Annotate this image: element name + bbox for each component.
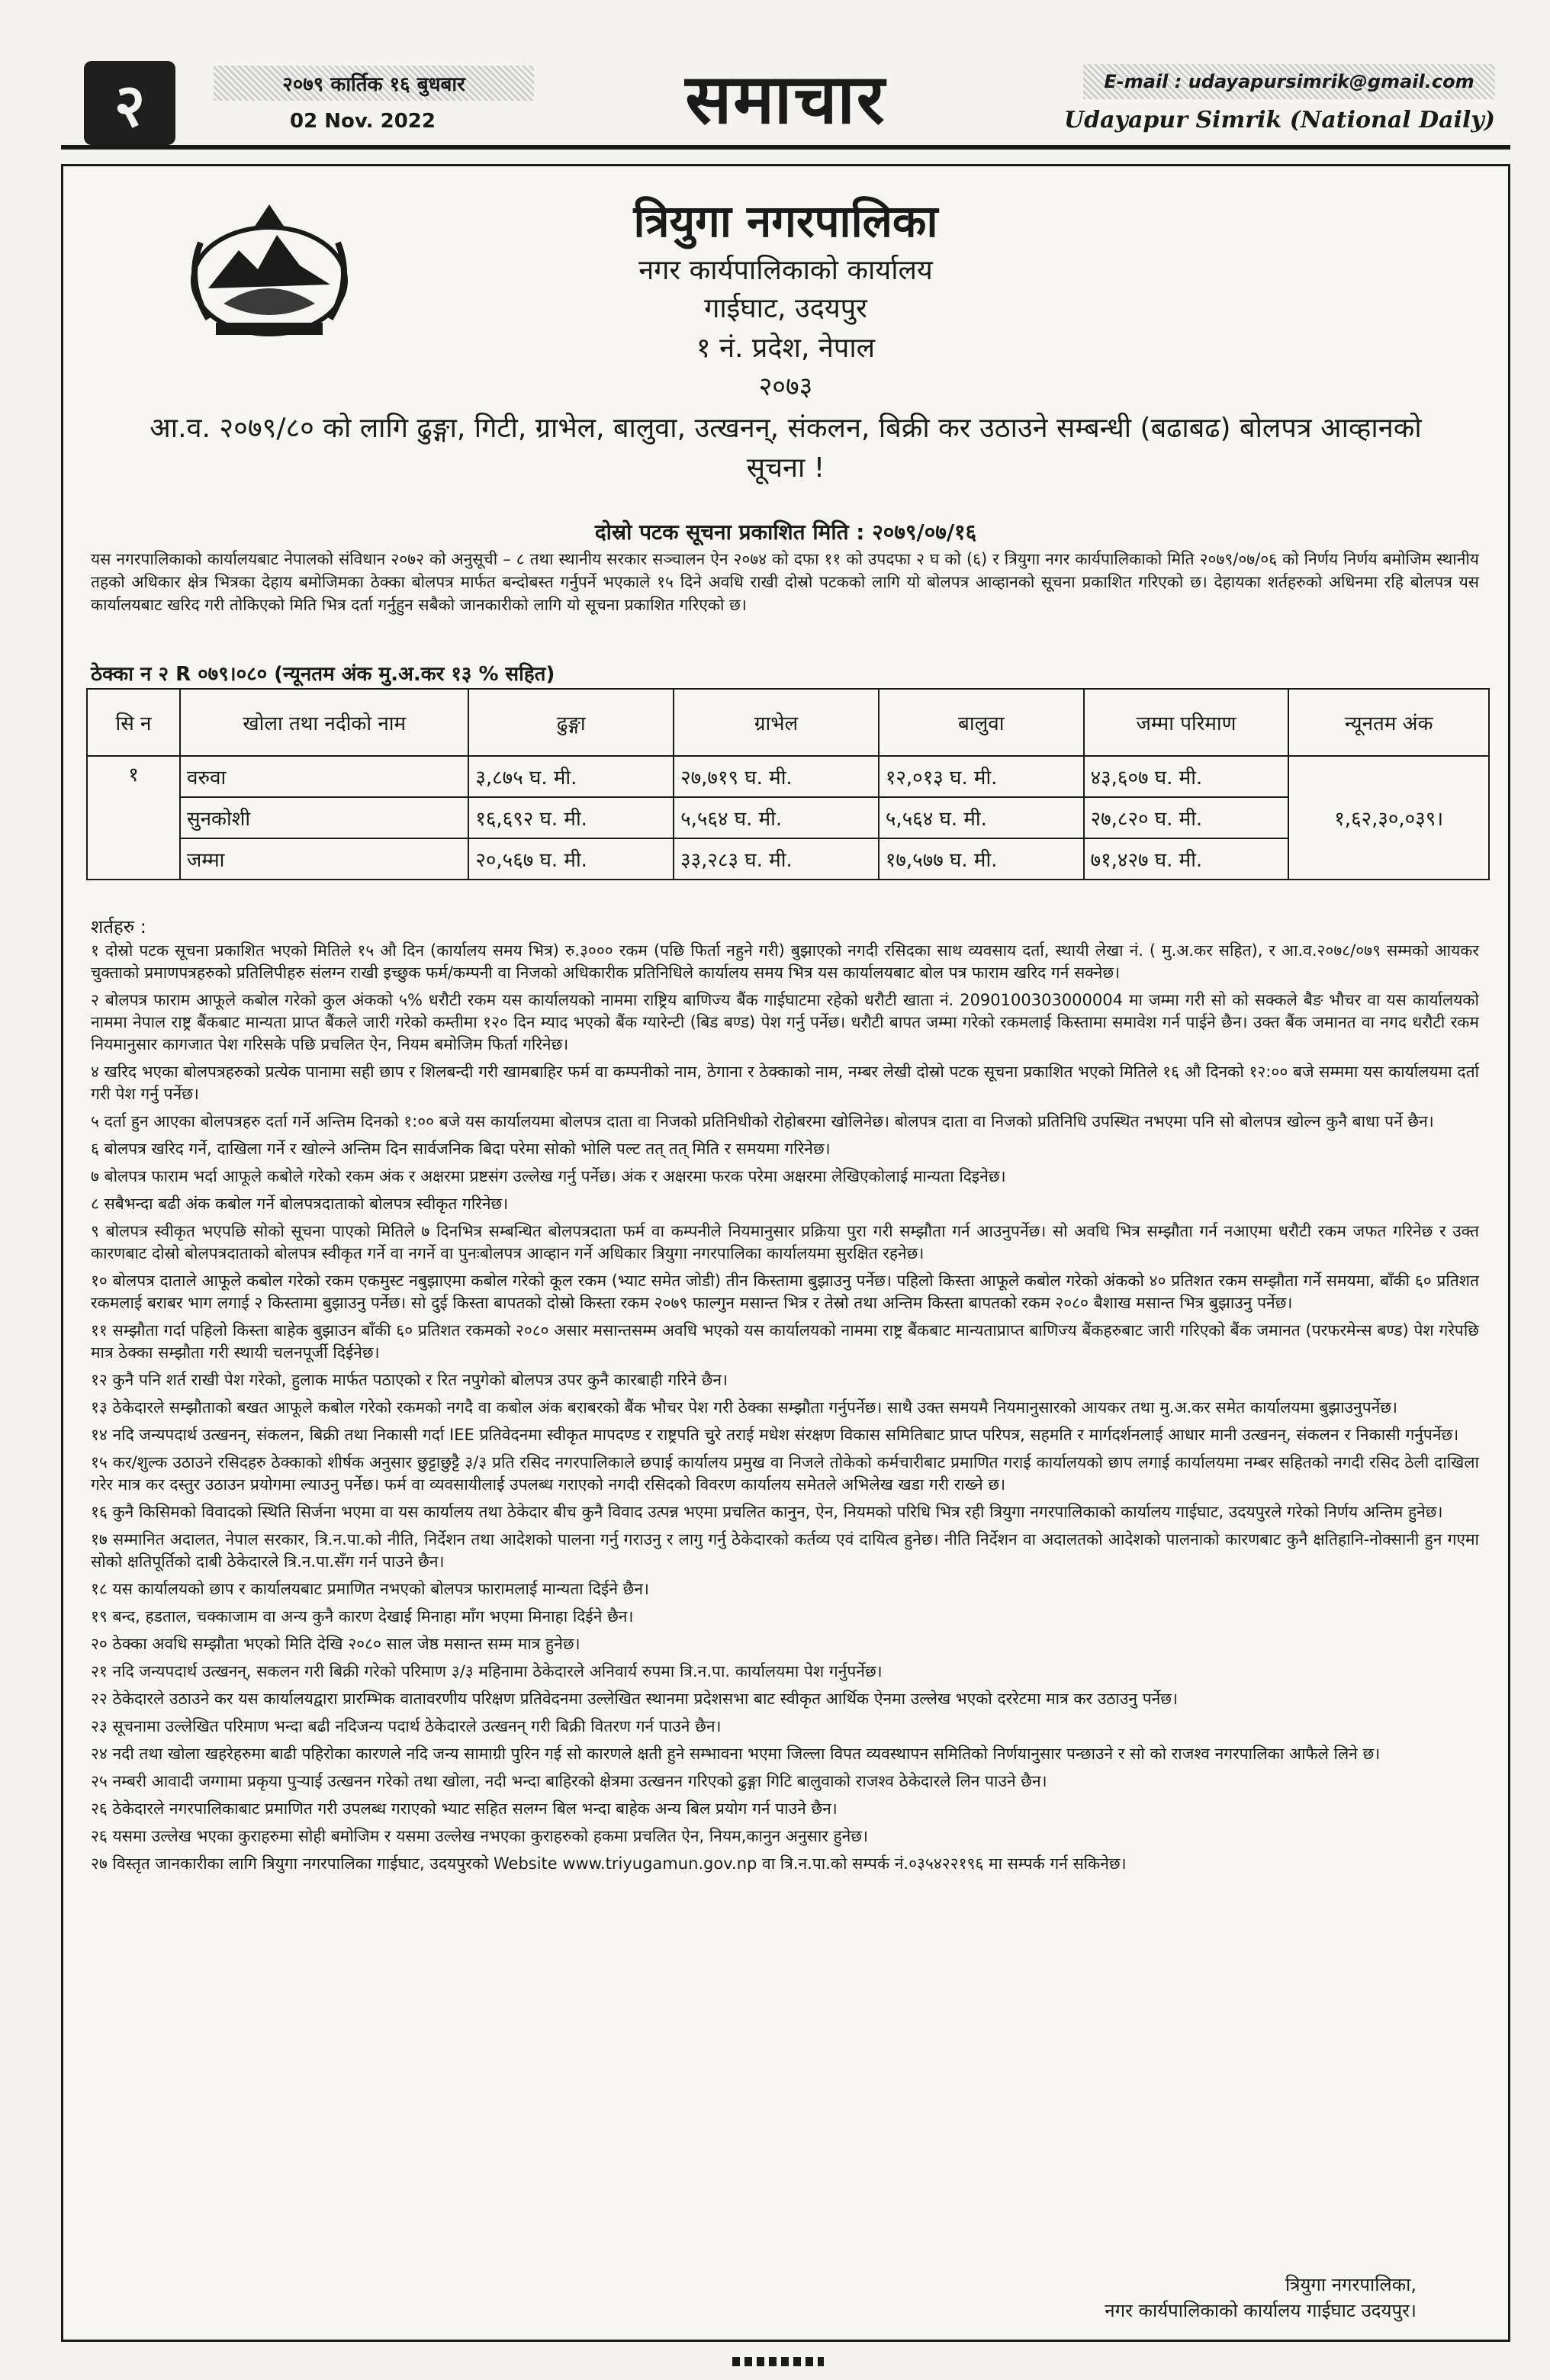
condition-item: २४ नदी तथा खोला खहरेहरुमा बाढी पहिरोका कारणले नदि जन्य सामाग्री पुरिन गई सो कारणले क्षती हुने सम्भावना भएमा जिल्ला विपत व्यवस्थापन समितिको निर्णयानुसार पन्छाउने र सो को राजश्व नगरपालिका आफैले लिने छ। [91,1745,1381,1763]
date-nepali: २०७९ कार्तिक १६ बुधबार [214,66,534,101]
signature-org: त्रियुगा नगरपालिका, [1285,2274,1417,2295]
table-row [87,756,1489,797]
gravel-cell: ३३,२८३ घ. मी. [674,838,879,880]
notice-box [61,164,1510,2342]
table-header-row [87,689,1489,756]
condition-item: २६ ठेकेदारले नगरपालिकाबाट प्रमाणित गरी उपलब्ध गराएको भ्याट सहित सलग्न बिल भन्दा बाहेक अन्य बिल प्रयोग गर्न पाउने छैन। [91,1799,838,1818]
condition-item: ११ सम्झौता गर्दा पहिलो किस्ता बाहेक बुझाउन बाँकी ६० प्रतिशत रकमको २०८० असार मसान्तसम्म अवधि भएको यस कार्यालयको नाममा राष्ट्र बैंकबाट मान्यताप्राप्त बाणिज्य बैंकहरुबाट जारी गरिएको बैंक जमानत (परफरमेन्स बण्ड) पेश गरेपछि मात्र ठेक्का सम्झौता गरी स्थायी चलनपूर्जी दिईनेछ। [91,1321,1479,1362]
col-min-amount: न्यूनतम अंक [1288,689,1489,756]
quantity-table [86,688,1490,880]
province: १ नं. प्रदेश, नेपाल [696,333,876,364]
intro-paragraph: यस नगरपालिकाको कार्यालयबाट नेपालको संविधान २०७२ को अनुसूची – ८ तथा स्थानीय सरकार सञ्चालन ऐन २०७४ को दफा ११ को उपदफा २ घ को (६) र त्रियुगा नगर कार्यपालिकाको मिति २०७९/०७/०६ को निर्णय निर्णय बमोजिम स्थानीय तहको अधिकार क्षेत्र भित्रका देहाय बमोजिमका ठेक्का बोलपत्र मार्फत बन्दोबस्त गर्नुपर्ने भएकाले १५ दिने अवधि राखी दोस्रो पटकको लागि यो बोलपत्र आव्हानको सूचना प्रकाशित गरिएको छ। देहायका शर्तहरुको अधिनमा रहि बोलपत्र यस कार्यालयबाट खरिद गरी तोकिएको मिति भित्र दर्ता गर्नुहुन सबैको जानकारीको लागि यो सूचना प्रकाशित गरिएको छ। [91,550,1479,614]
col-serial: सि न [87,689,180,756]
sand-cell: १७,५७७ घ. मी. [879,838,1084,880]
sand-cell: १२,०१३ घ. मी. [879,756,1084,797]
col-gravel: ग्राभेल [674,689,879,756]
office-location: गाईघाट, उदयपुर [704,293,867,324]
office-name: नगर कार्यपालिकाको कार्यालय [638,255,933,286]
condition-item: १३ ठेकेदारले सम्झौताको बखत आफूले कबोल गरेको रकमको नगदै वा कबोल अंक बराबरको बैंक भौचर पेश गरी ठेक्का सम्झौता गर्नुपर्नेछ। साथै उक्त समयमै नियमानुसारको आयकर तथा मु.अ.कर समेत कार्यालयमा बुझाउनुपर्नेछ। [91,1398,1397,1417]
condition-item: १० बोलपत्र दाताले आफूले कबोल गरेको रकम एकमुस्ट नबुझाएमा कबोल गरेको कूल रकम (भ्याट समेत जोडी) तीन किस्तामा बुझाउनु पर्नेछ। पहिलो किस्ता आफूले कबोल गरेको अंकको ४० प्रतिशत रकम सम्झौता गर्ने समयमा, बाँकी ६० प्रतिशत रकमलाई बराबर भाग लगाई २ किस्तामा बुझाउनु पर्नेछ। सो दुई किस्ता बापतको दोस्रो किस्ता रकम २०७९ फाल्गुन मसान्त भित्र र तेस्रो तथा अन्तिम किस्ता बापतको रकम २०८० बैशाख मसान्त भित्र बुझाउनु पर्नेछ। [91,1272,1479,1312]
tender-code: ठेक्का न २ R ०७९।०८० (न्यूनतम अंक मु.अ.कर १३ % सहित) [91,663,555,686]
col-river: खोला तथा नदीको नाम [180,689,468,756]
sand-cell: ५,५६४ घ. मी. [879,797,1084,838]
stone-cell: २०,५६७ घ. मी. [468,838,674,880]
stone-cell: ३,८७५ घ. मी. [468,756,674,797]
condition-item: २२ ठेकेदारले उठाउने कर यस कार्यालयद्वारा प्रारम्भिक वातावरणीय परिक्षण प्रतिवेदनमा उल्लेखित स्थानमा प्रदेशसभा बाट स्वीकृत आर्थिक ऐनमा उल्लेख भएको दररेटमा मात्र कर उठाउनु पर्नेछ। [91,1690,1178,1708]
condition-item: १९ बन्द, हडताल, चक्काजाम वा अन्य कुनै कारण देखाई मिनाहा माँग भएमा मिनाहा दिईने छैन। [91,1607,634,1626]
col-sand: बालुवा [879,689,1084,756]
condition-item: १ दोस्रो पटक सूचना प्रकाशित भएको मितिले १५ औ दिन (कार्यालय समय भित्र) रु.३००० रकम (पछि फिर्ता नहुने गरी) बुझाएको नगदी रसिदका साथ व्यवसाय दर्ता, स्थायी लेखा नं. ( मु.अ.कर सहित), र आ.व.२०७८/०७९ सम्मको आयकर चुक्ताको प्रमाणपत्रहरुको प्रतिलिपीहरु संलग्न राखी इच्छुक फर्म/कम्पनी वा निजको अधिकारीक प्रतिनिधिले कार्यालय समय भित्र यस कार्यालयबाट बोल पत्र फाराम खरिद गर्न सक्नेछ। [91,941,1479,982]
stone-cell: १६,६९२ घ. मी. [468,797,674,838]
email-address: E-mail : udayapursimrik@gmail.com [1083,64,1495,99]
river-cell: सुनकोशी [180,797,468,838]
condition-item: २६ यसमा उल्लेख भएका कुराहरुमा सोही बमोजिम र यसमा उल्लेख नभएका कुराहरुको हकमा प्रचलित ऐन, नियम,कानुन अनुसार हुनेछ। [91,1827,869,1845]
col-stone: ढुङ्गा [468,689,674,756]
conditions-list [91,940,1479,1880]
table-row [87,797,1489,838]
footer-ornament [732,2357,824,2366]
river-cell: जम्मा [180,838,468,880]
gravel-cell: ५,५६४ घ. मी. [674,797,879,838]
total-cell: ७१,४२७ घ. मी. [1084,838,1289,880]
org-name: त्रियुगा नगरपालिका [633,195,938,247]
condition-item: १२ कुनै पनि शर्त राखी पेश गरेको, हुलाक मार्फत पठाएको र रित नपुगेको बोलपत्र उपर कुनै कारबाही गरिने छैन। [91,1371,728,1389]
condition-item: २३ सूचनामा उल्लेखित परिमाण भन्दा बढी नदिजन्य पदार्थ ठेकेदारले उत्खनन् गरी बिक्री वितरण गर्न पाउने छैन। [91,1717,722,1735]
condition-item: १७ सम्मानित अदालत, नेपाल सरकार, त्रि.न.पा.को नीति, निर्देशन तथा आदेशको पालना गर्नु गराउनु र लागु गर्नु ठेकेदारको कर्तव्य एवं दायित्व हुनेछ। नीति निर्देशन वा अदालतको आदेशको पालनाको कारणबाट कुनै क्षतिहानि-नोक्सानी हुन गएमा सोको क्षतिपूर्तिको दाबी ठेकेदारले त्रि.न.पा.सँग गर्न पाउने छैन। [91,1530,1479,1571]
signature-office: नगर कार्यपालिकाको कार्यालय गाईघाट उदयपुर। [1105,2300,1417,2321]
condition-item: २ बोलपत्र फाराम आफूले कबोल गरेको कुल अंकको ५% धरौटी रकम यस कार्यालयको नाममा राष्ट्रिय बाणिज्य बैंक गाईघाटमा रहेको धरौटी खाता नं. 2090100303000004 मा जम्मा गरी सो को सक्कले बैङ भौचर वा यस कार्यालयको नाममा नेपाल राष्ट्र बैंकबाट मान्यता प्राप्त बैंकले जारी गरेको कम्तीमा १२० दिन म्याद भएको बैंक ग्यारेन्टी (बिड बण्ड) पेश गर्नु पर्नेछ। धरौटी बापत जम्मा गरेको रकमलाई किस्तामा समावेश गर्न पाईने छैन। उक्त बैंक जमानत वा नगद धरौटी रकम नियमानुसार कागजात पेश गरिसके पछि प्रचलित ऐन, नियम बमोजिम फिर्ता गरिनेछ। [91,991,1479,1053]
condition-item: ९ बोलपत्र स्वीकृत भएपछि सोको सूचना पाएको मितिले ७ दिनभित्र सम्बन्धित बोलपत्रदाता फर्म वा कम्पनीले नियमानुसार प्रक्रिया पुरा गरी सम्झौता गर्न आउनुपर्नेछ। सो अवधि भित्र सम्झौता गर्न नआएमा धरौटी रकम जफत गरिनेछ र उक्त कारणबाट दोस्रो बोलपत्रदाताको बोलपत्र स्वीकृत गर्ने वा नगर्ने वा पुनःबोलपत्र आव्हान गर्ने अधिकार त्रियुगा नगरपालिका कार्यालयमा सुरक्षित रहनेछ। [91,1222,1479,1262]
notice-title: आ.व. २०७९/८० को लागि ढुङ्गा, गिटी, ग्राभेल, बालुवा, उत्खनन्, संकलन, बिक्री कर उठाउने सम्बन्धी (बढाबढ) बोलपत्र आव्हानको सूचना ! [150,413,1422,484]
condition-item: २१ नदि जन्यपदार्थ उत्खनन्, सकलन गरी बिक्री गरेको परिमाण ३/३ महिनामा ठेकेदारले अनिवार्य रुपमा त्रि.न.पा. कार्यालयमा पेश गर्नुपर्नेछ। [91,1662,883,1680]
date-english: 02 Nov. 2022 [290,110,436,133]
condition-item: २७ विस्तृत जानकारीका लागि त्रियुगा नगरपालिका गाईघाट, उदयपुरको Website www.triyugamun.gov.np वा त्रि.न.पा.को सम्पर्क नं.०३५४२२१९६ मा सम्पर्क गर्न सकिनेछ। [91,1854,1127,1873]
masthead-rule [61,145,1510,150]
condition-item: ५ दर्ता हुन आएका बोलपत्रहरु दर्ता गर्ने अन्तिम दिनको १:०० बजे यस कार्यालयमा बोलपत्र दाता वा निजको प्रतिनिधीको रोहोबरमा खोलिनेछ। बोलपत्र दाता वा निजको प्रतिनिधि उपस्थित नभएमा पनि सो बोलपत्र खोल्न कुनै बाधा पर्ने छैन। [91,1112,1434,1130]
page-number: २ [84,61,175,145]
condition-item: १६ कुनै किसिमको विवादको स्थिति सिर्जना भएमा वा यस कार्यालय तथा ठेकेदार बीच कुनै विवाद उत्पन्न भएमा प्रचलित कानुन, ऐन, नियमको परिधि भित्र रही त्रियुगा नगरपालिकाको कार्यालय गाईघाट, उदयपुरले गरेको निर्णय अन्तिम हुनेछ। [91,1503,1443,1521]
condition-item: ७ बोलपत्र फाराम भर्दा आफूले कबोले गरेको रकम अंक र अक्षरमा प्रष्टसंग उल्लेख गर्नु पर्नेछ। अंक र अक्षरमा फरक परेमा अक्षरमा लेखिएकोलाई मान्यता दिइनेछ। [91,1167,1006,1185]
condition-item: ८ सबैभन्दा बढी अंक कबोल गर्ने बोलपत्रदाताको बोलपत्र स्वीकृत गरिनेछ। [91,1195,509,1213]
serial-cell: १ [87,756,180,880]
signature-block [1105,2272,1417,2324]
condition-item: ६ बोलपत्र खरिद गर्ने, दाखिला गर्ने र खोल्ने अन्तिम दिन सार्वजनिक बिदा परेमा सोको भोलि पल्ट तत् तत् मिति र समयमा गरिनेछ। [91,1140,831,1158]
total-cell: ४३,६०७ घ. मी. [1084,756,1289,797]
condition-item: २५ नम्बरी आवादी जग्गामा प्रकृया पुऱ्याई उत्खनन गरेको तथा खोला, नदी भन्दा बाहिरको क्षेत्रमा उत्खनन गरिएको ढुङ्गा गिटि बालुवाको राजश्व ठेकेदारले लिन पाउने छैन। [91,1772,1047,1790]
river-cell: वरुवा [180,756,468,797]
total-cell: २७,८२० घ. मी. [1084,797,1289,838]
condition-item: ४ खरिद भएका बोलपत्रहरुको प्रत्येक पानामा सही छाप र शिलबन्दी गरी खामबाहिर फर्म वा कम्पनीको नाम, ठेगाना र ठेक्काको नाम, नम्बर लेखी दोस्रो पटक सूचना प्रकाशित भएको मितिले १६ औ दिनको १२:०० बजे सम्ममा यस कार्यालयमा दर्ता गरी पेश गर्नु पर्नेछ। [91,1063,1479,1103]
table-row [87,838,1489,880]
col-total: जम्मा परिमाण [1084,689,1289,756]
conditions-title: शर्तहरु : [91,916,146,938]
paper-name-english: Udayapur Simrik (National Daily) [1063,107,1495,133]
condition-item: १४ नदि जन्यपदार्थ उत्खनन्, संकलन, बिक्री तथा निकासी गर्दा IEE प्रतिवेदनमा स्वीकृत मापदण्ड र राष्ट्रपति चुरे तराई मधेश संरक्षण विकास समितिबाट प्राप्त परिपत्र, सहमति र मार्गदर्शनलाई आधार मानी उत्खनन्, संकलन र निकासी गर्नुपर्नेछ। [91,1426,1459,1444]
paper-name: समाचार [685,59,886,140]
condition-item: १८ यस कार्यालयको छाप र कार्यालयबाट प्रमाणित नभएको बोलपत्र फारामलाई मान्यता दिईने छैन। [91,1580,649,1598]
second-notice-date: दोस्रो पटक सूचना प्रकाशित मिति : २०७९/०७/१६ [594,519,977,545]
gravel-cell: २७,७१९ घ. मी. [674,756,879,797]
year: २०७३ [758,371,813,402]
min-amount-cell: १,६२,३०,०३९। [1288,756,1489,880]
condition-item: २० ठेक्का अवधि सम्झौता भएको मिति देखि २०८० साल जेष्ठ मसान्त सम्म मात्र हुनेछ। [91,1635,580,1653]
masthead [61,53,1510,140]
condition-item: १५ कर/शुल्क उठाउने रसिदहरु ठेक्काको शीर्षक अनुसार छुट्टाछुट्टै ३/३ प्रति रसिद नगरपालिकाले छपाई कार्यालय प्रमुख वा निजले तोकेको कर्मचारीबाट प्रमाणित गराई कार्यालयको छाप लगाई कार्यालयमा नम्बर सहितको नगदी रसिद ठेली दाखिला गरेर मात्र कर दस्तुर उठाउन प्रयोगमा ल्याउनु पर्नेछ। फर्म वा व्यवसायीलाई उपलब्ध गराएको नगदी रसिदको विवरण कार्यालय समेतले अभिलेख खडा गरी राख्ने छ। [91,1453,1479,1494]
